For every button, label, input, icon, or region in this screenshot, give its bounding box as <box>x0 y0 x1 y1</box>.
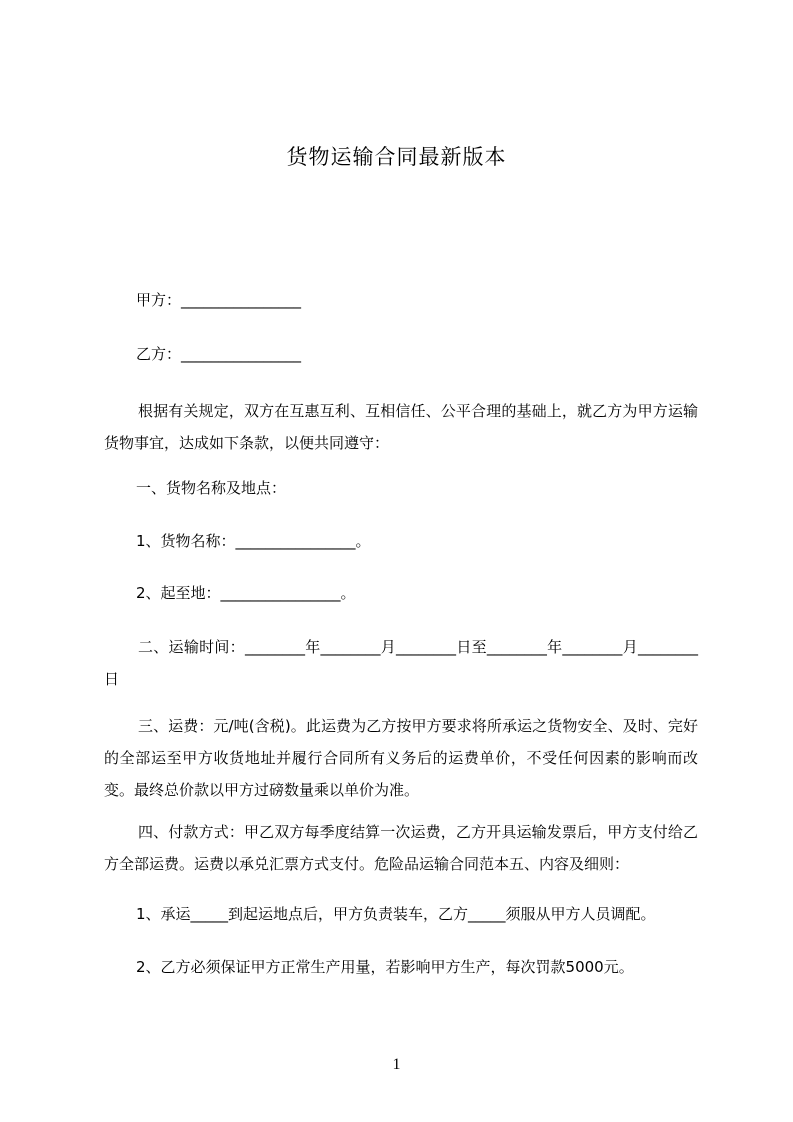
section-1-item-1: 1、货物名称：________________。 <box>136 532 371 550</box>
section-3-freight: 三、运费：元/吨(含税)。此运费为乙方按甲方要求将所承运之货物安全、及时、完好的全部运至甲方收货地址并履行合同所有义务后的运费单价，不受任何因素的影响而改变。最终总价款以甲方过磅数量乘以单价为准。 <box>104 717 698 799</box>
section-1-item-2: 2、起至地：________________。 <box>136 584 356 602</box>
party-a-line: 甲方：________________ <box>136 291 302 309</box>
section-4-payment: 四、付款方式：甲乙双方每季度结算一次运费，乙方开具运输发票后，甲方支付给乙方全部运费。运费以承兑汇票方式支付。危险品运输合同范本五、内容及细则： <box>104 823 698 873</box>
page-number: 1 <box>392 1056 401 1073</box>
preamble-paragraph: 根据有关规定，双方在互惠互利、互相信任、公平合理的基础上，就乙方为甲方运输货物事宜，达成如下条款，以便共同遵守： <box>104 402 698 452</box>
document-title: 货物运输合同最新版本 <box>286 145 507 169</box>
section-1-heading: 一、货物名称及地点： <box>136 479 287 497</box>
section-5-item-2: 2、乙方必须保证甲方正常生产用量，若影响甲方生产，每次罚款5000元。 <box>136 958 634 976</box>
section-5-item-1: 1、承运_____到起运地点后，甲方负责装车，乙方_____须服从甲方人员调配。 <box>136 905 656 923</box>
party-b-line: 乙方：________________ <box>136 345 302 363</box>
section-2-transport-time: 二、运输时间：________年________月________日至________年________月________日 <box>104 638 698 688</box>
